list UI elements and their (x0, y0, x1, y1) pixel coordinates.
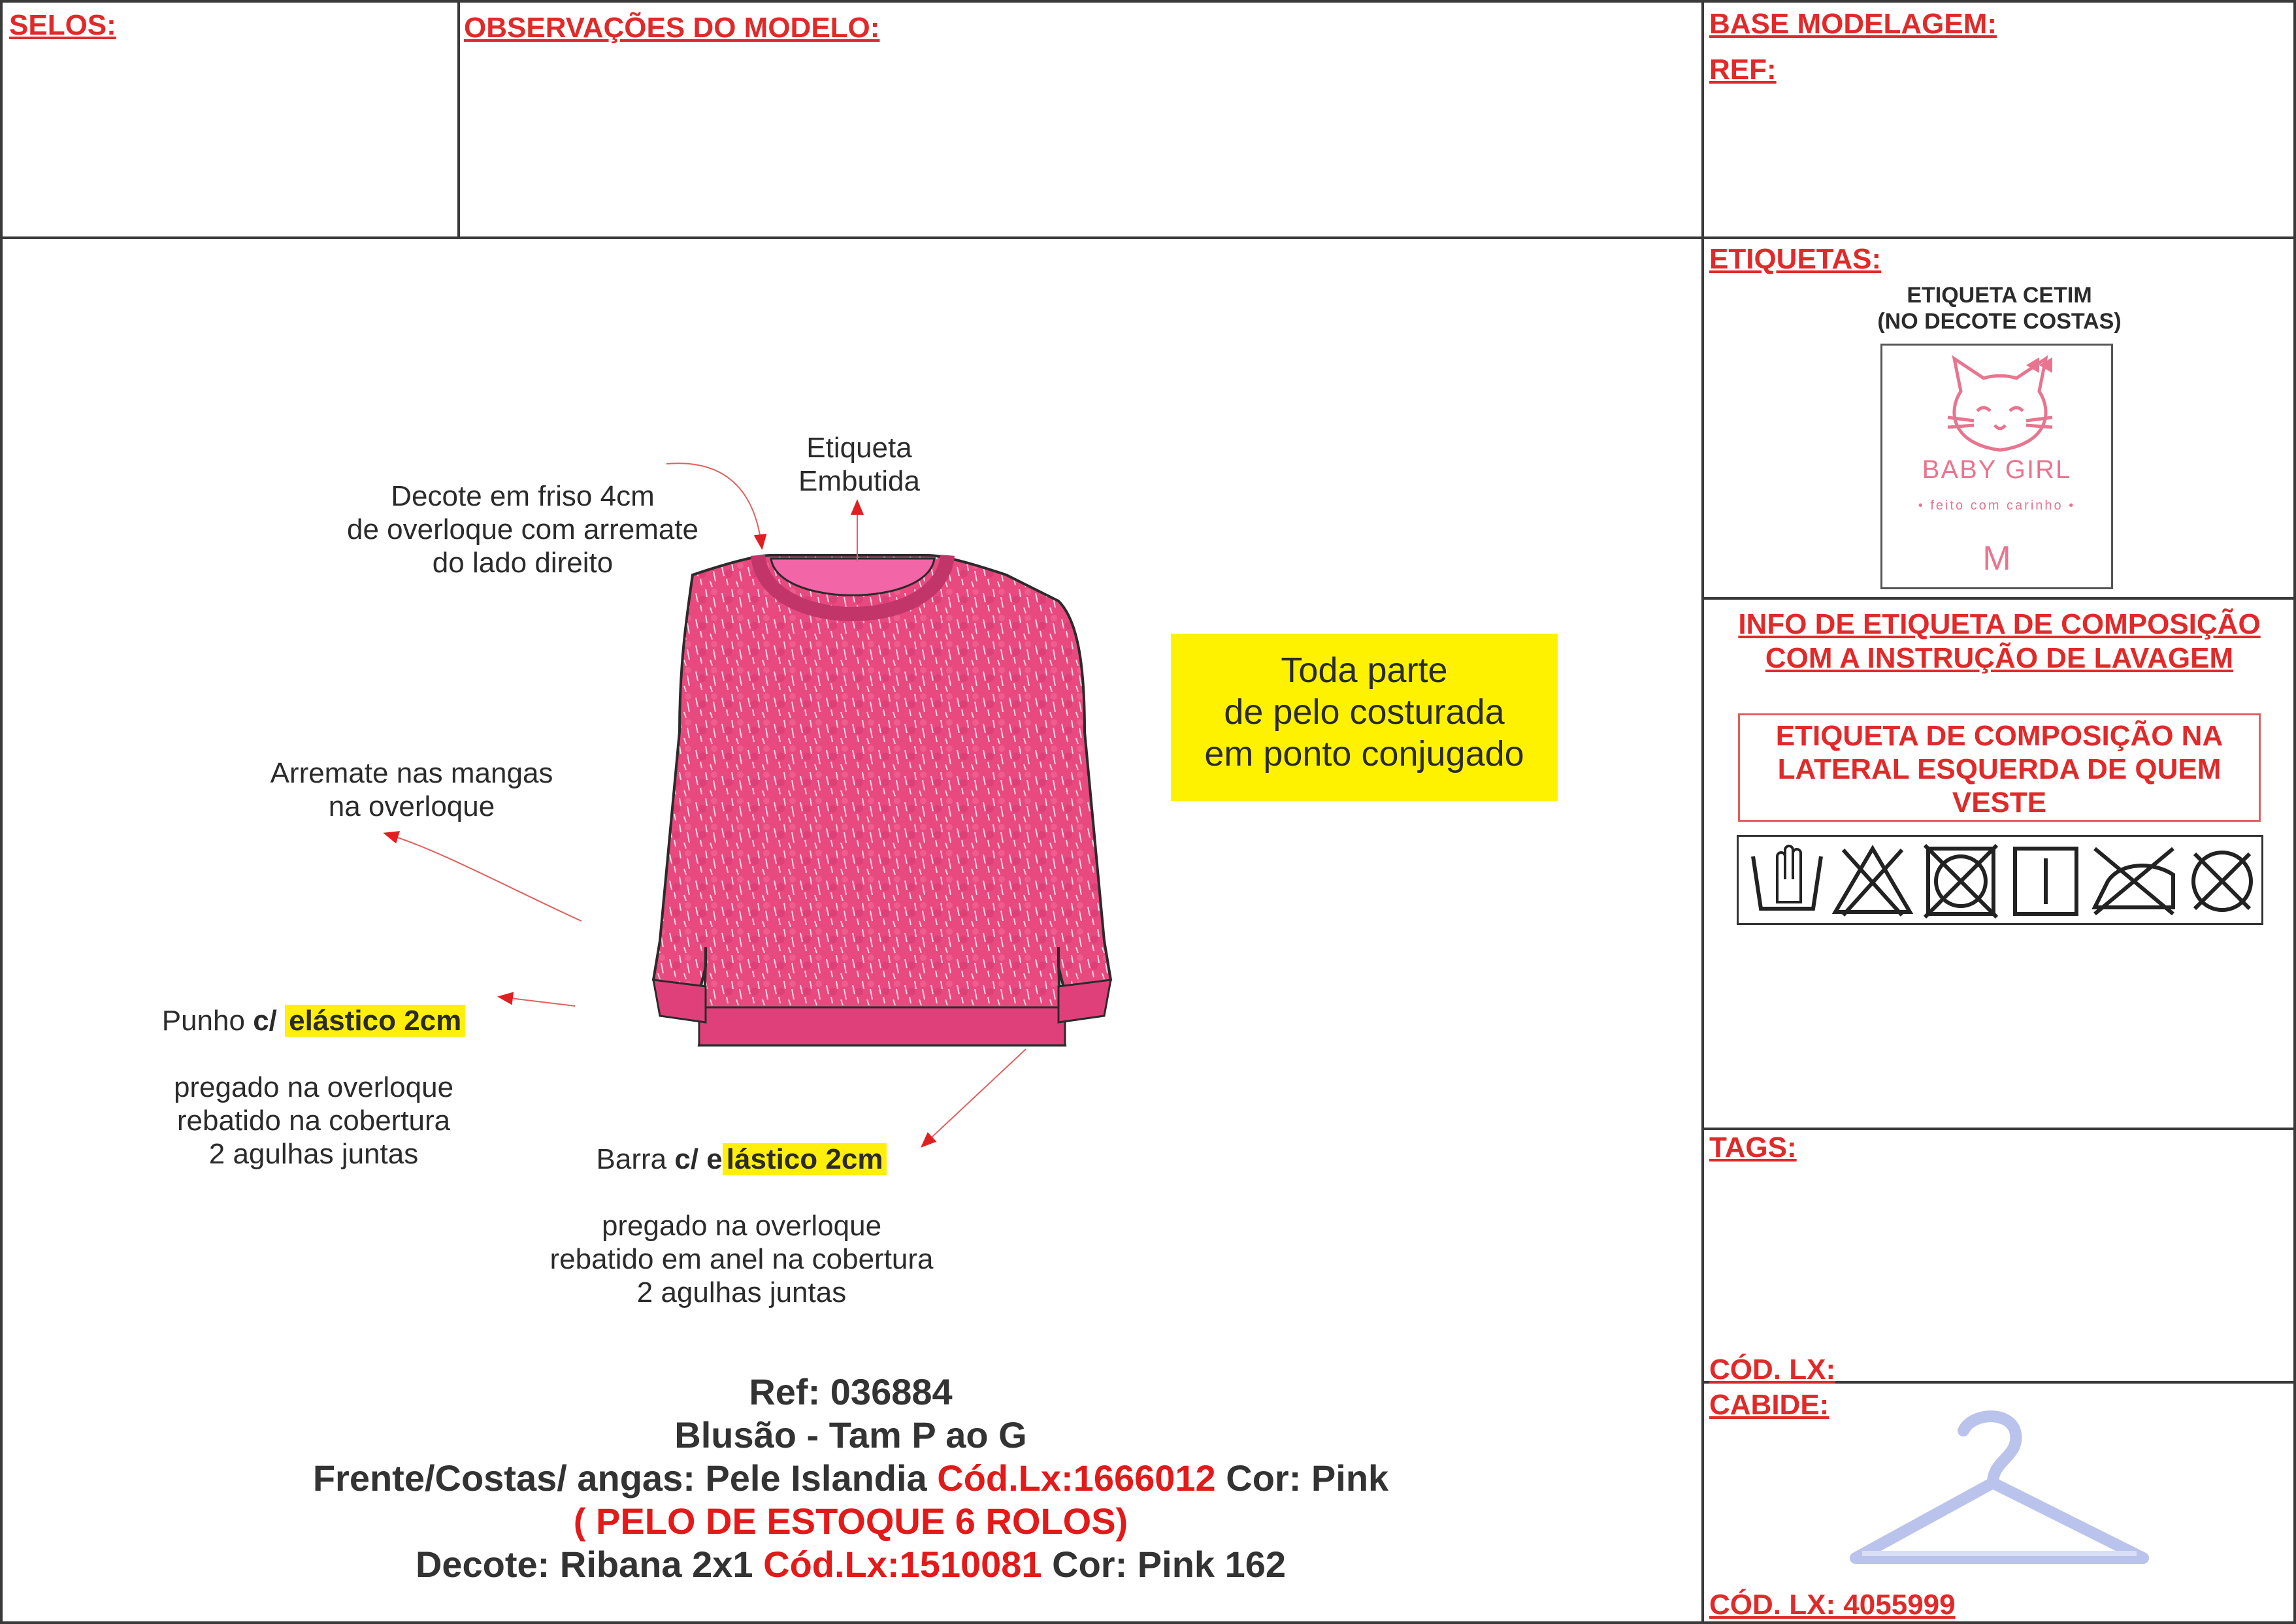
summary-ref: Ref: 036884 (749, 1371, 953, 1412)
barra-note (523, 1109, 960, 1342)
punho-bold: c/ (253, 1005, 286, 1037)
brand-label (1880, 344, 2113, 589)
cabide-cod-header: CÓD. LX: 4055999 (1709, 1589, 1956, 1621)
summary-line5 (0, 1543, 1701, 1586)
summary-line4: ( PELO DE ESTOQUE 6 ROLOS) (573, 1501, 1128, 1542)
ref-header: REF: (1709, 54, 1777, 86)
tags-cod-header: CÓD. LX: (1709, 1354, 1836, 1386)
no-dry-clean-icon (2183, 842, 2261, 920)
summary-line3 (0, 1457, 1701, 1500)
summary-line5-a: Decote: Ribana 2x1 (415, 1544, 764, 1585)
hand-wash-icon (1748, 843, 1826, 918)
product-summary (0, 1371, 1701, 1586)
barra-prefix: Barra (596, 1143, 675, 1175)
summary-line3-a: Frente/Costas/ angas: Pele Islandia (312, 1457, 938, 1499)
brand-size: M (1982, 540, 2011, 577)
no-tumble-dry-icon (1922, 842, 2000, 920)
etiqueta-caption: ETIQUETA CETIM (NO DECOTE COSTAS) (1877, 283, 2122, 334)
cabide-header: CABIDE: (1709, 1389, 1829, 1421)
composicao-box-inner (1738, 713, 2261, 822)
summary-desc: Blusão - Tam P ao G (674, 1414, 1027, 1455)
etiquetas-header: ETIQUETAS: (1709, 243, 1882, 275)
summary-line3-code: Cód.Lx:1666012 (937, 1457, 1216, 1499)
selos-header: SELOS: (9, 9, 116, 41)
composicao-title: INFO DE ETIQUETA DE COMPOSIÇÃO COM A INSTRUÇÃO DE LAVAGEM (1738, 608, 2261, 674)
line-dry-icon (2010, 842, 2082, 920)
punho-rest: pregado na overloque rebatido na cobertura 2 agulhas juntas (173, 1071, 454, 1170)
decote-note: Decote em friso 4cm de overloque com arremate do lado direito (346, 480, 699, 579)
summary-line3-b: Cor: Pink (1215, 1457, 1389, 1499)
tags-box (1701, 1128, 2296, 1384)
punho-prefix: Punho (161, 1005, 254, 1037)
brand-tagline: • feito com carinho • (1918, 498, 2076, 513)
composicao-box-text: ETIQUETA DE COMPOSIÇÃO NA LATERAL ESQUERDA DE QUEM VESTE (1775, 720, 2223, 819)
punho-note (124, 971, 503, 1204)
no-bleach-icon (1830, 843, 1915, 918)
arremate-note: Arremate nas mangas na overloque (270, 757, 553, 822)
kitten-logo (1935, 352, 2065, 463)
summary-line5-b: Cor: Pink 162 (1041, 1544, 1287, 1585)
summary-line5-code: Cód.Lx:1510081 (763, 1544, 1042, 1585)
tags-header: TAGS: (1709, 1131, 1797, 1163)
yellow-note-box (1171, 634, 1558, 801)
care-symbols-strip (1737, 835, 2263, 925)
barra-bold: c/ e (674, 1143, 723, 1175)
no-iron-icon (2088, 842, 2180, 920)
observacoes-header: OBSERVAÇÕES DO MODELO: (464, 12, 880, 44)
yellow-note-text: Toda parte de pelo costurada em ponto conjugado (1204, 651, 1524, 773)
hanger-icon (1843, 1405, 2156, 1574)
base-modelagem-header: BASE MODELAGEM: (1709, 8, 1997, 40)
barra-rest: pregado na overloque rebatido em anel na cobertura 2 agulhas juntas (549, 1210, 934, 1308)
punho-highlight: elástico 2cm (285, 1005, 465, 1037)
etiqueta-embutida-note: Etiqueta Embutida (798, 432, 920, 497)
barra-highlight: lástico 2cm (723, 1143, 887, 1175)
brand-name: BABY GIRL (1922, 455, 2072, 484)
